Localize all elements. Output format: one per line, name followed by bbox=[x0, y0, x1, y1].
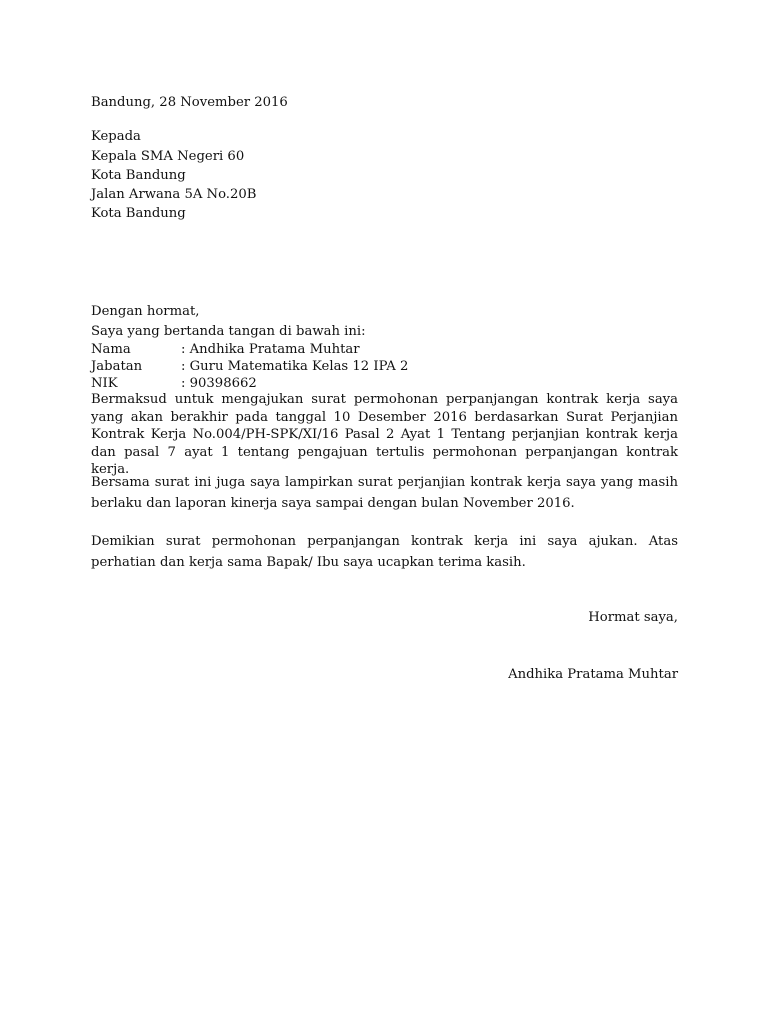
body-paragraph-2: Bersama surat ini juga saya lampirkan surat perjanjian kontrak kerja saya yang masih berlaku dan laporan kinerja saya sampai dengan bulan November 2016. bbox=[91, 475, 678, 511]
place-date: Bandung, 28 November 2016 bbox=[91, 95, 288, 110]
field-label: Nama bbox=[91, 342, 131, 357]
recipient-line-2: Kota Bandung bbox=[91, 168, 186, 183]
intro-line: Saya yang bertanda tangan di bawah ini: bbox=[91, 324, 366, 339]
recipient-line-4: Kota Bandung bbox=[91, 206, 186, 221]
signer-name: Andhika Pratama Muhtar bbox=[508, 667, 678, 682]
body-paragraph-1: Bermaksud untuk mengajukan surat permohonan perpanjangan kontrak kerja saya yang akan berakhir pada tanggal 10 Desember 2016 berdasarkan Surat Perjanjian Kontrak Kerja No.004/PH-SPK/XI/16 Pasal 2 Ayat 1 Tentang perjanjian kontrak kerja dan pasal 7 ayat 1 tentang pengajuan tertulis permohonan perpanjangan kontrak kerja. bbox=[91, 392, 678, 477]
recipient-kepada: Kepada bbox=[91, 129, 141, 144]
body-paragraph-3: Demikian surat permohonan perpanjangan kontrak kerja ini saya ajukan. Atas perhatian dan kerja sama Bapak/ Ibu saya ucapkan terima kasih. bbox=[91, 534, 678, 570]
field-label: Jabatan bbox=[91, 359, 143, 374]
greeting: Dengan hormat, bbox=[91, 304, 200, 319]
field-value: : Guru Matematika Kelas 12 IPA 2 bbox=[181, 359, 409, 374]
field-value: : 90398662 bbox=[181, 376, 257, 391]
field-value: : Andhika Pratama Muhtar bbox=[181, 342, 360, 357]
closing-phrase: Hormat saya, bbox=[588, 610, 678, 625]
recipient-line-3: Jalan Arwana 5A No.20B bbox=[91, 187, 257, 202]
field-label: NIK bbox=[91, 376, 118, 391]
recipient-line-1: Kepala SMA Negeri 60 bbox=[91, 149, 245, 164]
